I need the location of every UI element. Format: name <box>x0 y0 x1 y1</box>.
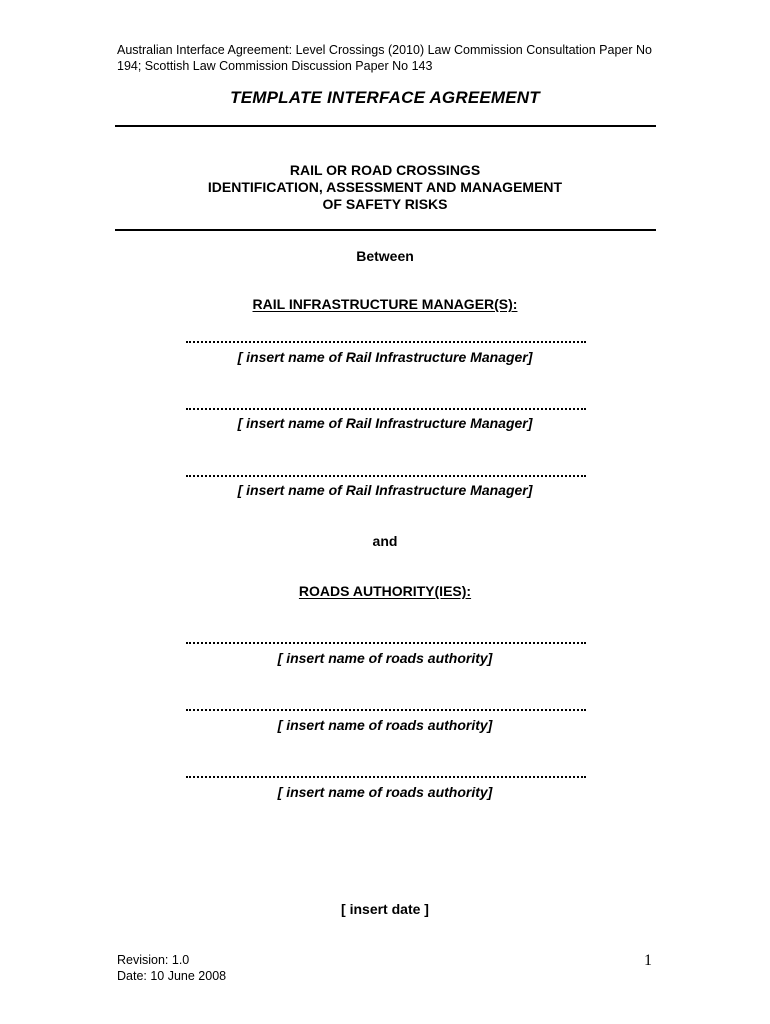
roads-authority-signature-line-3 <box>186 776 586 778</box>
subject-line-2: IDENTIFICATION, ASSESSMENT AND MANAGEMENT <box>207 179 563 195</box>
document-title: TEMPLATE INTERFACE AGREEMENT <box>230 88 540 107</box>
rail-manager-signature-line-3 <box>186 475 586 477</box>
revision-label: Revision: 1.0 <box>117 953 190 967</box>
rail-manager-placeholder-1: [ insert name of Rail Infrastructure Manager] <box>237 349 533 365</box>
page-number: 1 <box>644 952 652 969</box>
rail-manager-signature-line-2 <box>186 408 586 410</box>
between-label: Between <box>356 248 414 264</box>
subject-line-3: OF SAFETY RISKS <box>322 196 448 212</box>
title-divider <box>115 125 656 127</box>
and-label: and <box>372 533 398 549</box>
agreement-subject <box>0 162 770 213</box>
rail-managers-heading <box>0 296 770 312</box>
rail-manager-placeholder-3: [ insert name of Rail Infrastructure Manager] <box>237 482 533 498</box>
roads-authority-signature-line-1 <box>186 642 586 644</box>
header-note <box>117 42 662 74</box>
revision-date: Date: 10 June 2008 <box>117 969 227 983</box>
roads-authorities-heading-text: ROADS AUTHORITY(IES): <box>298 583 472 599</box>
rail-manager-placeholder-2: [ insert name of Rail Infrastructure Manager] <box>237 415 533 431</box>
rail-managers-heading-text: RAIL INFRASTRUCTURE MANAGER(S): <box>252 296 518 312</box>
roads-authorities-heading <box>0 583 770 599</box>
revision-footer <box>117 952 226 984</box>
rail-manager-signature-line-1 <box>186 341 586 343</box>
subject-line-1: RAIL OR ROAD CROSSINGS <box>289 162 481 178</box>
roads-authority-placeholder-3: [ insert name of roads authority] <box>277 784 493 800</box>
header-note-line-1: Australian Interface Agreement: Level Crossings (2010) Law Commission Consultation Paper No <box>117 43 652 57</box>
header-note-line-2: 194; Scottish Law Commission Discussion Paper No 143 <box>117 59 433 73</box>
roads-authority-signature-line-2 <box>186 709 586 711</box>
subject-divider <box>115 229 656 231</box>
date-placeholder: [ insert date ] <box>341 901 429 917</box>
roads-authority-placeholder-1: [ insert name of roads authority] <box>277 650 493 666</box>
roads-authority-placeholder-2: [ insert name of roads authority] <box>277 717 493 733</box>
